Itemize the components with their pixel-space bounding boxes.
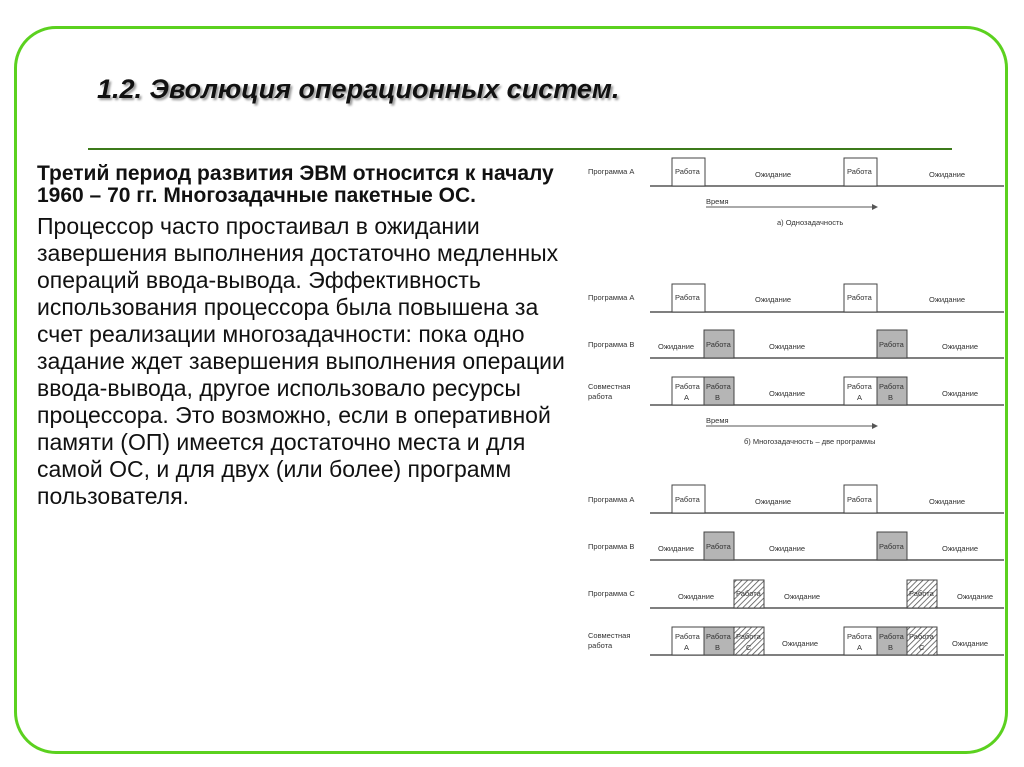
row-label-joint: Совместная <box>588 631 631 640</box>
wait-label: Ожидание <box>784 592 821 601</box>
row-label-joint: работа <box>588 392 613 401</box>
work-label: Работа <box>736 632 761 641</box>
row-label-program-b: Программа В <box>588 542 635 551</box>
work-label: Работа <box>847 382 872 391</box>
section-three-programs <box>588 485 1004 655</box>
wait-label: Ожидание <box>678 592 715 601</box>
wait-label: Ожидание <box>952 639 989 648</box>
row-label-program-b: Программа В <box>588 340 635 349</box>
time-label: Время <box>706 197 729 206</box>
caption-a: а) Однозадачность <box>777 218 844 227</box>
work-label: Работа <box>675 632 700 641</box>
wait-label: Ожидание <box>658 544 695 553</box>
wait-label: Ожидание <box>769 342 806 351</box>
letter-b: В <box>888 643 894 652</box>
letter-c: С <box>746 643 752 652</box>
letter-b: В <box>715 643 721 652</box>
work-label: Работа <box>909 589 934 598</box>
work-label: Работа <box>675 167 700 176</box>
letter-a: А <box>684 643 690 652</box>
work-label: Работа <box>879 632 904 641</box>
wait-label: Ожидание <box>929 295 966 304</box>
letter-b: В <box>888 393 894 402</box>
wait-label: Ожидание <box>929 497 966 506</box>
wait-label: Ожидание <box>769 389 806 398</box>
wait-label: Ожидание <box>942 544 979 553</box>
wait-label: Ожидание <box>769 544 806 553</box>
work-label: Работа <box>909 632 934 641</box>
wait-label: Ожидание <box>755 170 792 179</box>
wait-label: Ожидание <box>942 389 979 398</box>
letter-c: С <box>919 643 925 652</box>
work-label: Работа <box>847 167 872 176</box>
work-label: Работа <box>847 495 872 504</box>
wait-label: Ожидание <box>942 342 979 351</box>
wait-label: Ожидание <box>957 592 994 601</box>
work-label: Работа <box>706 632 731 641</box>
work-label: Работа <box>706 542 731 551</box>
wait-label: Ожидание <box>658 342 695 351</box>
work-label: Работа <box>675 382 700 391</box>
row-label-program-c: Программа С <box>588 589 635 598</box>
work-label: Работа <box>706 340 731 349</box>
work-label: Работа <box>736 589 761 598</box>
row-label-program-a: Программа А <box>588 167 635 176</box>
work-label: Работа <box>879 382 904 391</box>
wait-label: Ожидание <box>755 295 792 304</box>
wait-label: Ожидание <box>755 497 792 506</box>
letter-a: А <box>857 643 863 652</box>
work-label: Работа <box>879 542 904 551</box>
row-label-program-a: Программа А <box>588 495 635 504</box>
wait-label: Ожидание <box>782 639 819 648</box>
lead-paragraph: Третий период развития ЭВМ относится к началу 1960 – 70 гг. Многозадачные пакетные ОС. <box>37 162 554 207</box>
section-single-tasking <box>588 158 1004 227</box>
section-two-programs <box>588 284 1004 446</box>
time-label: Время <box>706 416 729 425</box>
work-label: Работа <box>847 293 872 302</box>
row-label-joint: Совместная <box>588 382 631 391</box>
letter-a: А <box>684 393 690 402</box>
text-block <box>37 163 582 510</box>
row-label-joint: работа <box>588 641 613 650</box>
body-paragraph: Процессор часто простаивал в ожидании завершения выполнения достаточно медленных операций ввода-вывода. Эффективность использования процессора была повышена за счет реализации многозадачности: пока одно задание ждет завершения выполнения операции ввода-вывода, другое использовало ресурсы процессора. Это возможно, если в оперативной памяти (ОП) имеется достаточно места и для самой ОС, и для двух (или более) программ пользователя. <box>37 213 565 509</box>
work-label: Работа <box>675 293 700 302</box>
work-label: Работа <box>675 495 700 504</box>
work-label: Работа <box>879 340 904 349</box>
letter-a: А <box>857 393 863 402</box>
wait-label: Ожидание <box>929 170 966 179</box>
work-label: Работа <box>706 382 731 391</box>
caption-b: б) Многозадачность – две программы <box>744 437 876 446</box>
letter-b: В <box>715 393 721 402</box>
multitasking-diagram <box>572 150 1012 670</box>
slide-title: 1.2. Эволюция операционных систем. <box>97 74 620 104</box>
row-label-program-a: Программа А <box>588 293 635 302</box>
work-label: Работа <box>847 632 872 641</box>
